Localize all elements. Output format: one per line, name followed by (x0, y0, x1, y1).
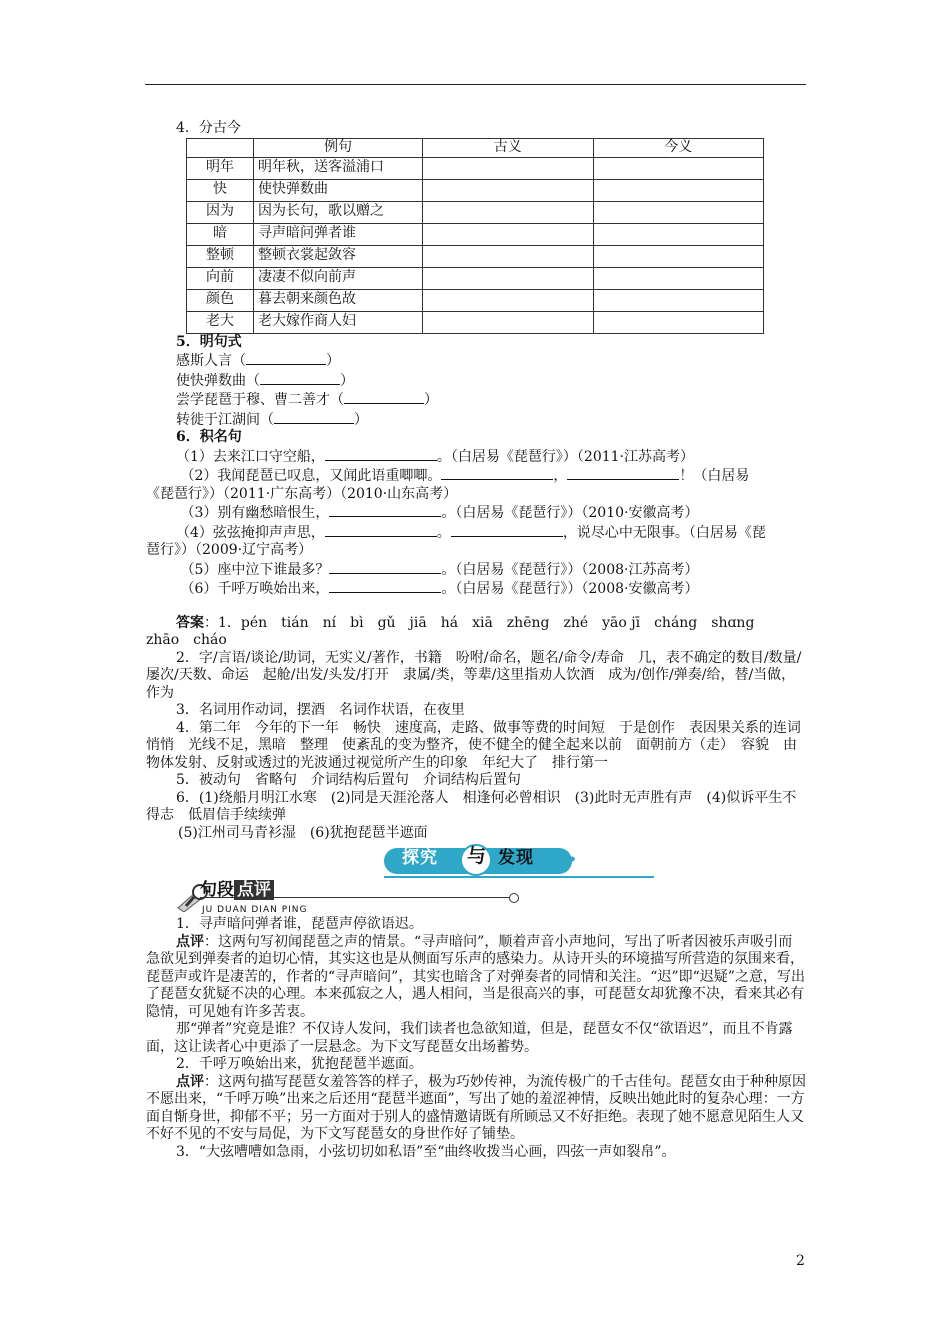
banner-text: 发现 (498, 848, 534, 868)
sentence-item: 使快弹数曲（ ） (176, 372, 354, 389)
table-sentence: 凄凄不似向前声 (254, 267, 423, 289)
sentence-item: 尝学琵琶于穆、曹二善才（ ） (176, 392, 438, 408)
table-sentence: 老大嫁作商人妇 (254, 311, 423, 333)
ancient-modern-table (186, 138, 764, 334)
quote-item: （1）去来江口守空船， 。（白居易《琵琶行》）（2011·江苏高考） (176, 448, 694, 465)
table-word: 因为 (187, 201, 254, 223)
table-row (187, 267, 764, 289)
banner-dots: ••• (548, 852, 578, 868)
answer-blank[interactable] (451, 523, 563, 537)
table-cell (593, 289, 764, 311)
table-cell (423, 311, 594, 333)
table-cell (593, 223, 764, 245)
answer-line: 5．被动句 省略句 介词结构后置句 介词结构后置句 (176, 772, 521, 788)
answer-blank[interactable] (329, 560, 441, 574)
page-number: 2 (796, 1253, 805, 1269)
table-word: 暗 (187, 223, 254, 245)
section6-heading: 6．积名句 (176, 429, 242, 445)
table-word: 向前 (187, 267, 254, 289)
quote-item: （3）别有幽愁暗恨生， 。（白居易《琵琶行》）（2010·安徽高考） (180, 505, 699, 521)
answer-blank[interactable] (329, 579, 441, 593)
table-word: 快 (187, 179, 254, 201)
table-cell (593, 311, 764, 333)
quote-item-cont: 琶行》）（2009·辽宁高考） (146, 542, 313, 558)
answer-line: 2．字/言语/谈论/助词，无实义/著作，书籍 吩咐/命名，题名/命令/寿命 几，表不确定的数目/数量/屡次/天数、命运 起舱/出发/头发/打开 隶属/类，等辈/这里指劝人饮酒 成为/创作/弹奏/给，替/当做，作为 (146, 649, 802, 701)
answer-blank[interactable] (325, 523, 437, 537)
banner-text: 探究 (402, 848, 438, 868)
table-word: 颜色 (187, 289, 254, 311)
comment-heading: 3．“大弦嘈嘈如急雨，小弦切切如私语”至“曲终收拨当心画，四弦一声如裂帛”。 (176, 1143, 676, 1160)
table-sentence: 明年秋，送客溢浦口 (254, 157, 423, 179)
table-cell (593, 201, 764, 223)
table-cell (593, 179, 764, 201)
sentence-item: 感斯人言（ ） (176, 353, 340, 369)
header-rule (145, 84, 806, 85)
answer-blank[interactable] (329, 503, 441, 517)
table-header: 例句 (254, 138, 423, 157)
table-sentence: 整顿衣裳起敛容 (254, 245, 423, 267)
answer-line: zhāo cháo (146, 632, 227, 648)
table-header-blank (187, 138, 254, 157)
answer-blank[interactable] (325, 447, 437, 461)
table-row (187, 179, 764, 201)
document-body (146, 120, 815, 1161)
section-title-text: 句段 点评 (200, 882, 274, 900)
section4-heading: 4．分古今 (176, 120, 241, 136)
table-sentence: 因为长句，歌以赠之 (254, 201, 423, 223)
table-cell (423, 267, 594, 289)
table-cell (593, 267, 764, 289)
banner-mid: 与 (467, 845, 487, 867)
comment-heading: 2．千呼万唤始出来，犹抱琵琶半遮面。 (176, 1056, 423, 1072)
table-cell (593, 157, 764, 179)
quote-item: （6）千呼万唤始出来， 。（白居易《琵琶行》）（2008·安徽高考） (180, 581, 699, 597)
table-word: 整顿 (187, 245, 254, 267)
table-row (187, 201, 764, 223)
explore-banner (176, 844, 806, 882)
answer-blank[interactable] (567, 466, 679, 480)
table-cell (423, 245, 594, 267)
table-cell (423, 201, 594, 223)
table-cell (423, 157, 594, 179)
quote-item-cont: 《琵琶行》）（2011·广东高考）（2010·山东高考） (146, 485, 458, 502)
table-sentence: 使快弹数曲 (254, 179, 423, 201)
table-word: 老大 (187, 311, 254, 333)
answer-blank[interactable] (260, 371, 340, 385)
answer-line: 3．名词用作动词，摆酒 名词作状语，在夜里 (176, 702, 465, 718)
banner-rule (384, 876, 654, 878)
section-title (176, 882, 806, 916)
quote-item: （2）我闻琵琶已叹息，又闻此语重唧唧。 ， ！（白居易 (180, 468, 750, 484)
table-cell (423, 179, 594, 201)
answer-blank[interactable] (274, 410, 354, 424)
answer-blank[interactable] (344, 390, 424, 404)
section5-heading: 5．明句式 (176, 333, 242, 350)
table-header: 古义 (423, 138, 594, 157)
table-row (187, 157, 764, 179)
table-sentence: 暮去朝来颜色故 (254, 289, 423, 311)
table-sentence: 寻声暗问弹者谁 (254, 223, 423, 245)
section-subtitle: JU DUAN DIAN PING (202, 905, 308, 915)
comment-paragraph: 点评：这两句描写琵琶女羞答答的样子，极为巧妙传神，为流传极广的千古佳句。琵琶女由于种种原因不愿出来，“千呼万唤”出来之后还用“琵琶半遮面”，写出了她的羞涩神情，反映出她此时的复杂心理：一方面自惭身世，抑郁不平；另一方面对于别人的盛情邀请既有所顾忌又不好拒绝。表现了她不愿意见陌生人又不好不见的不安与局促，为下文写琵琶女的身世作好了铺垫。 (146, 1073, 806, 1142)
table-row (187, 311, 764, 333)
answer-blank[interactable] (246, 351, 326, 365)
comment-heading: 1．寻声暗问弹者谁，琵琶声停欲语迟。 (176, 916, 423, 932)
comment-paragraph: 点评：这两句写初闻琵琶之声的情景。“寻声暗问”，顺着声音小声地问，写出了听者因被乐声吸引而急欲见到弹奏者的迫切心情，其实这也是从侧面写乐声的感染力。从诗开头的环境描写所营造的氛围来看，琵琶声或许是凄苦的，作者的“寻声暗问”，其实也暗含了对弹奏者的同情和关注。“迟”即“迟疑”之意，写出了琵琶女犹疑不决的心理。本来孤寂之人，遇人相问，当是很高兴的事，可琵琶女却犹豫不决，看来其必有隐情，可见她有许多苦衷。 (146, 933, 805, 1020)
table-header-row (187, 138, 764, 157)
answer-line: 答案：1．pén tián ní bì gǔ jiā há xiā zhēng zhé yāo jī cháng shɑng (176, 614, 755, 631)
section-rule-end (509, 893, 519, 903)
answer-label: 答案 (176, 614, 204, 631)
sentence-item: 转徙于江湖间（ ） (176, 411, 368, 428)
answer-line: 6．(1)绕船月明江水寒 (2)同是天涯沦落人 相逢何必曾相识 (3)此时无声胜有声 (4)似诉平生不得志 低眉信手续续弹 (146, 789, 797, 823)
quote-item: （5）座中泣下谁最多？ 。（白居易《琵琶行》）（2008·江苏高考） (180, 561, 699, 578)
answer-blank[interactable] (441, 466, 553, 480)
table-row (187, 289, 764, 311)
table-header: 今义 (593, 138, 764, 157)
answer-line: 4．第二年 今年的下一年 畅快 速度高，走路、做事等费的时间短 于是创作 表因果关系的连词 悄悄 光线不足，黑暗 整理 使紊乱的变为整齐，使不健全的健全起来以前 面朝前方（走） 容貌 由物体发射、反射或透过的光波通过视觉所产生的印象 年纪大了 排行第一 (146, 719, 815, 771)
quote-item: （4）弦弦掩抑声声思， 。 ，说尽心中无限事。（白居易《琵 (176, 524, 766, 541)
answer-line: (5)江州司马青衫湿 (6)犹抱琵琶半遮面 (178, 824, 428, 841)
comment-paragraph: 那“弹者”究竟是谁？不仅诗人发问，我们读者也急欲知道，但是，琵琶女不仅“欲语迟”，而且不肯露面，这让读者心中更添了一层悬念。为下文写琵琶女出场蓄势。 (146, 1021, 793, 1055)
table-row (187, 223, 764, 245)
table-cell (593, 245, 764, 267)
table-row (187, 245, 764, 267)
table-cell (423, 289, 594, 311)
table-word: 明年 (187, 157, 254, 179)
table-cell (423, 223, 594, 245)
